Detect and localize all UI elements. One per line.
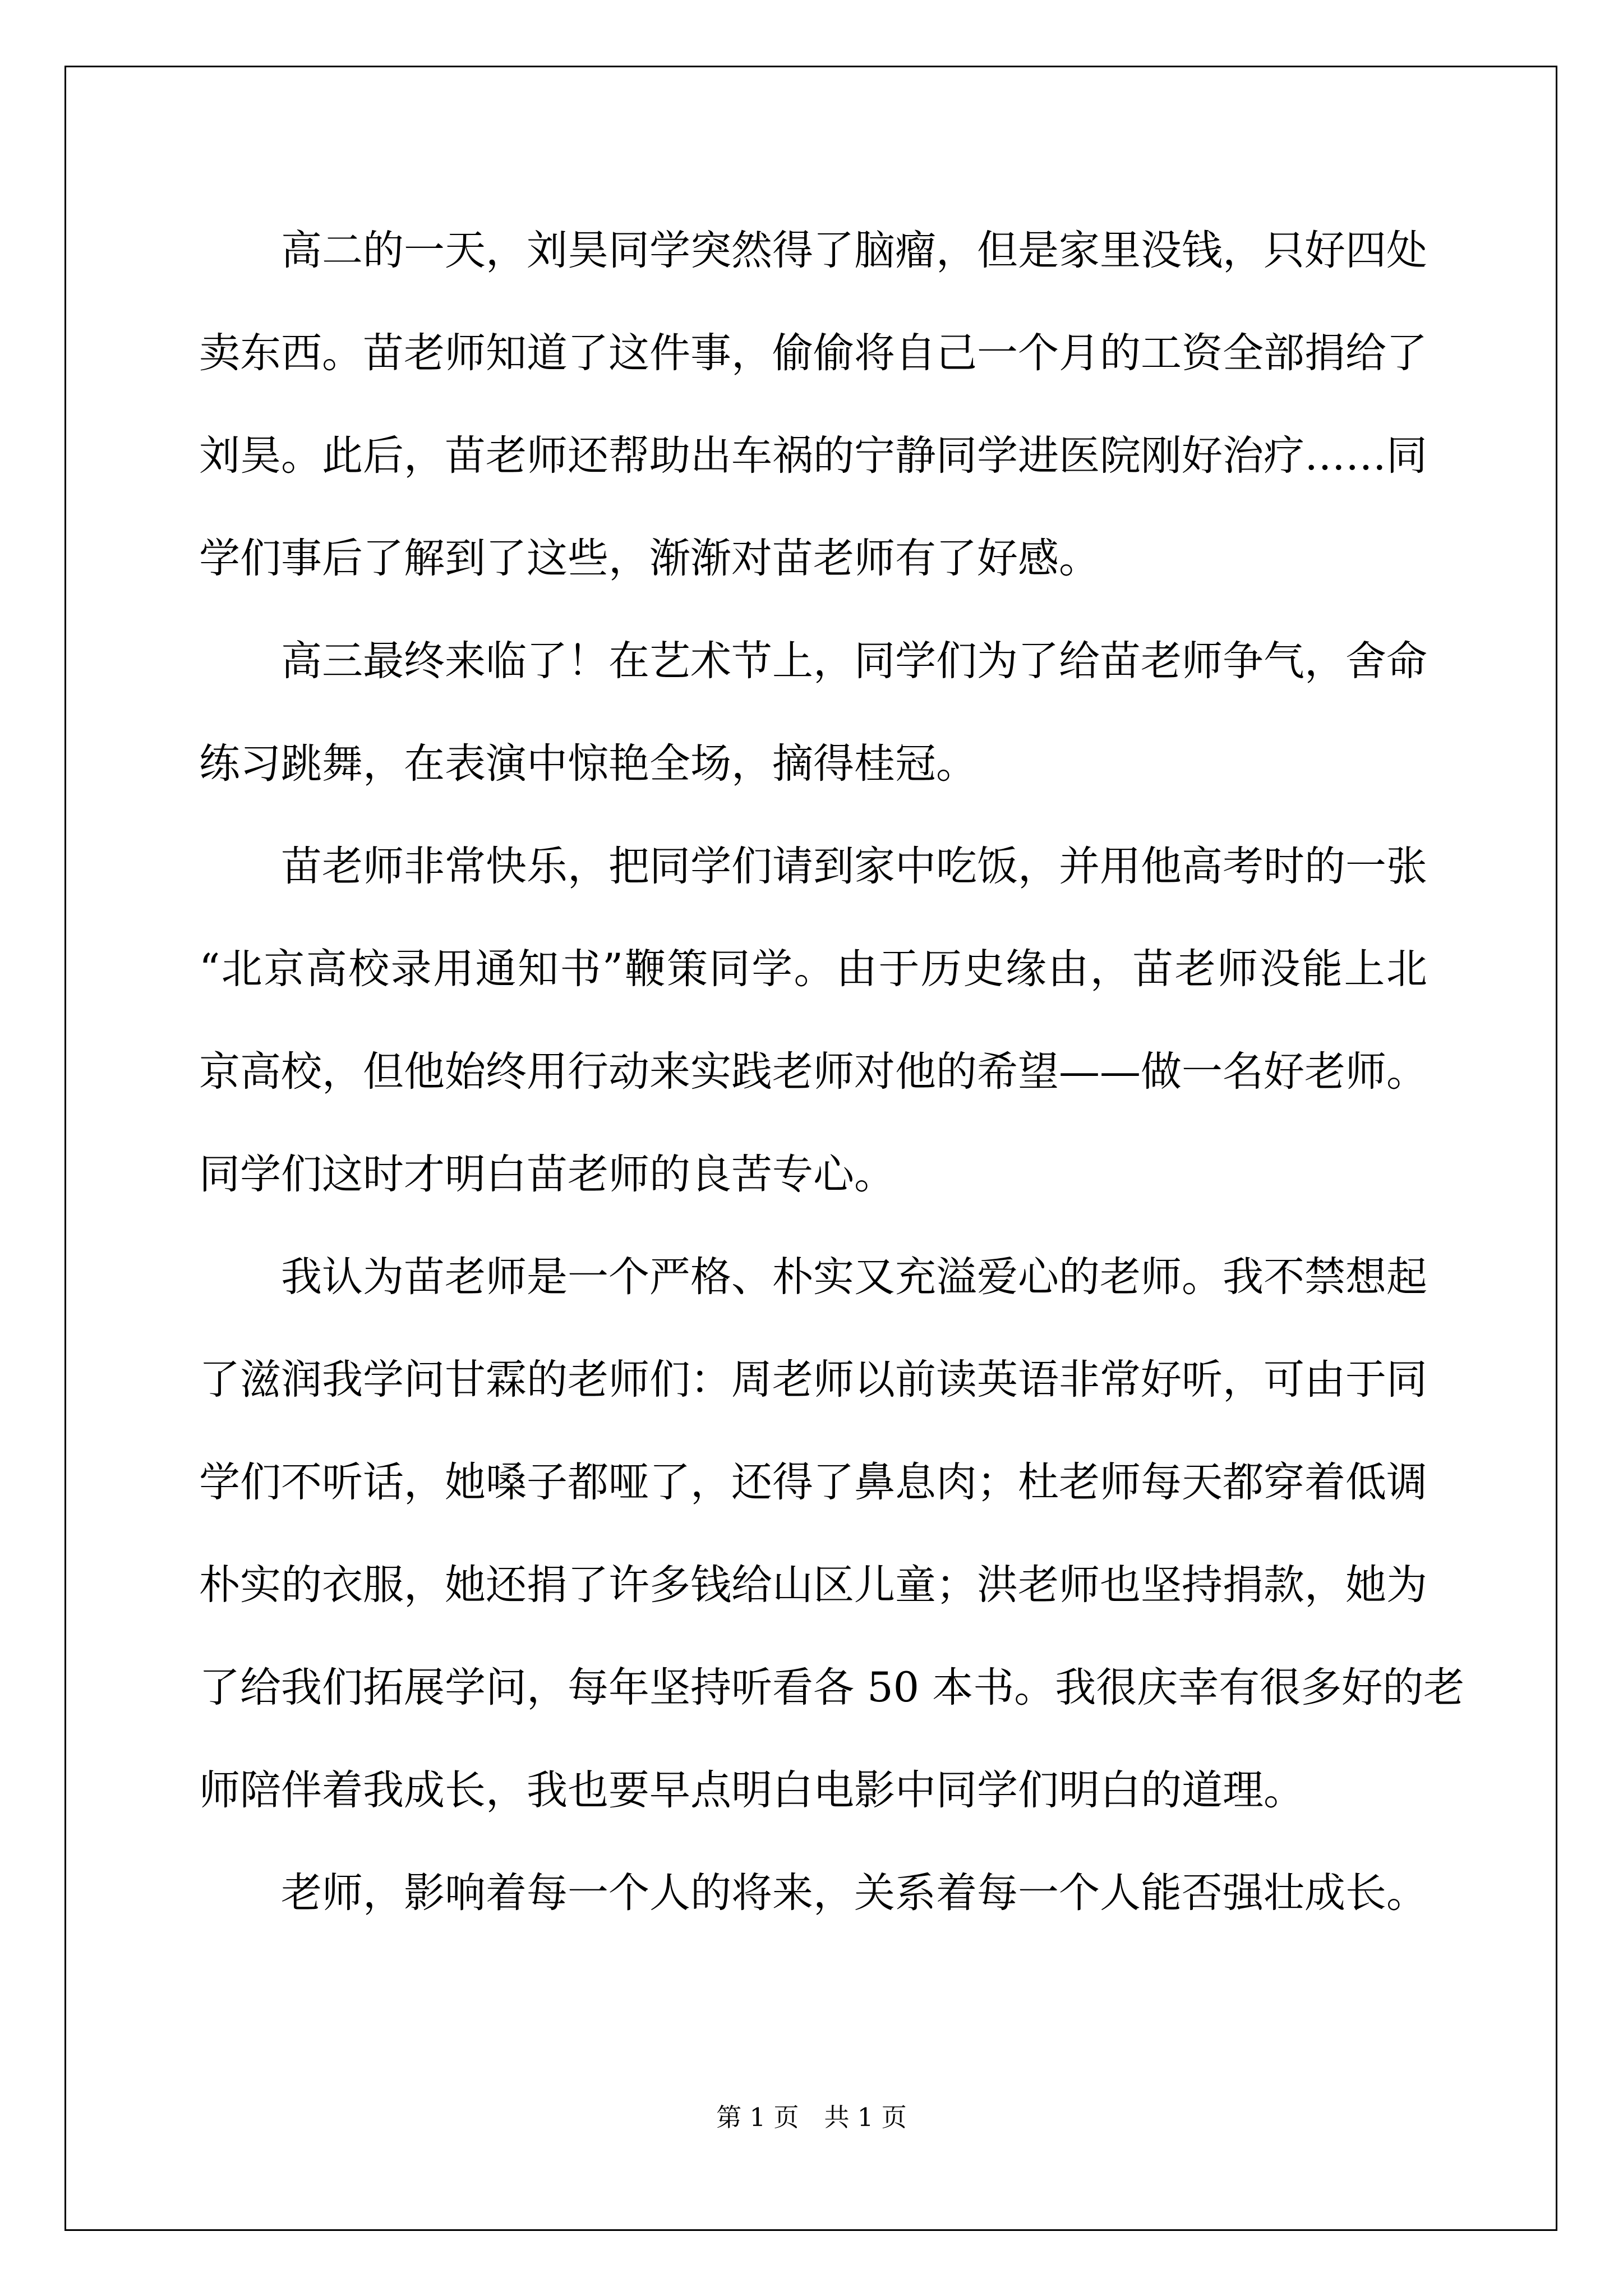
text-line: 高二的一天，刘昊同学突然得了脑瘤，但是家里没钱，只好四处 — [281, 227, 1427, 274]
paragraph-1 — [199, 199, 1427, 610]
text-line: 老师，影响着每一个人的将来，关系着每一个人能否强壮成长。 — [281, 1869, 1427, 1917]
paragraph-5 — [199, 1842, 1427, 1944]
text-line: 学们事后了解到了这些，渐渐对苗老师有了好感。 — [199, 535, 1100, 582]
text-line: 了滋润我学问甘霖的老师们：周老师以前读英语非常好听，可由于同 — [199, 1356, 1427, 1404]
text-line: 师陪伴着我成长，我也要早点明白电影中同学们明白的道理。 — [199, 1766, 1304, 1814]
text-line: 苗老师非常快乐，把同学们请到家中吃饭，并用他高考时的一张 — [281, 843, 1427, 890]
text-line: 高三最终来临了！在艺术节上，同学们为了给苗老师争气，舍命 — [281, 637, 1427, 685]
text-line: 刘昊。此后，苗老师还帮助出车祸的宁静同学进医院刚好治疗……同 — [199, 432, 1427, 480]
paragraph-3 — [199, 815, 1427, 1226]
text-line: 我认为苗老师是一个严格、朴实又充溢爱心的老师。我不禁想起 — [281, 1253, 1427, 1301]
document-body — [199, 199, 1465, 1944]
text-line: 京高校，但他始终用行动来实践老师对他的希望——做一名好老师。 — [199, 1048, 1427, 1096]
text-line: 了给我们拓展学问，每年坚持听看各 50 本书。我很庆幸有很多好的老 — [199, 1664, 1465, 1711]
text-line: “北京高校录用通知书”鞭策同学。由于历史缘由，苗老师没能上北 — [199, 945, 1427, 993]
text-line: 卖东西。苗老师知道了这件事，偷偷将自己一个月的工资全部捐给了 — [199, 329, 1427, 377]
paragraph-4 — [199, 1226, 1465, 1842]
text-line: 朴实的衣服，她还捐了许多钱给山区儿童；洪老师也坚持捐款，她为 — [199, 1561, 1427, 1609]
paragraph-2 — [199, 610, 1427, 815]
page-number-footer: 第 1 页 共 1 页 — [716, 2102, 907, 2132]
text-line: 练习跳舞，在表演中惊艳全场，摘得桂冠。 — [199, 740, 977, 788]
text-line: 学们不听话，她嗓子都哑了，还得了鼻息肉；杜老师每天都穿着低调 — [199, 1458, 1427, 1506]
text-line: 同学们这时才明白苗老师的良苦专心。 — [199, 1151, 895, 1198]
